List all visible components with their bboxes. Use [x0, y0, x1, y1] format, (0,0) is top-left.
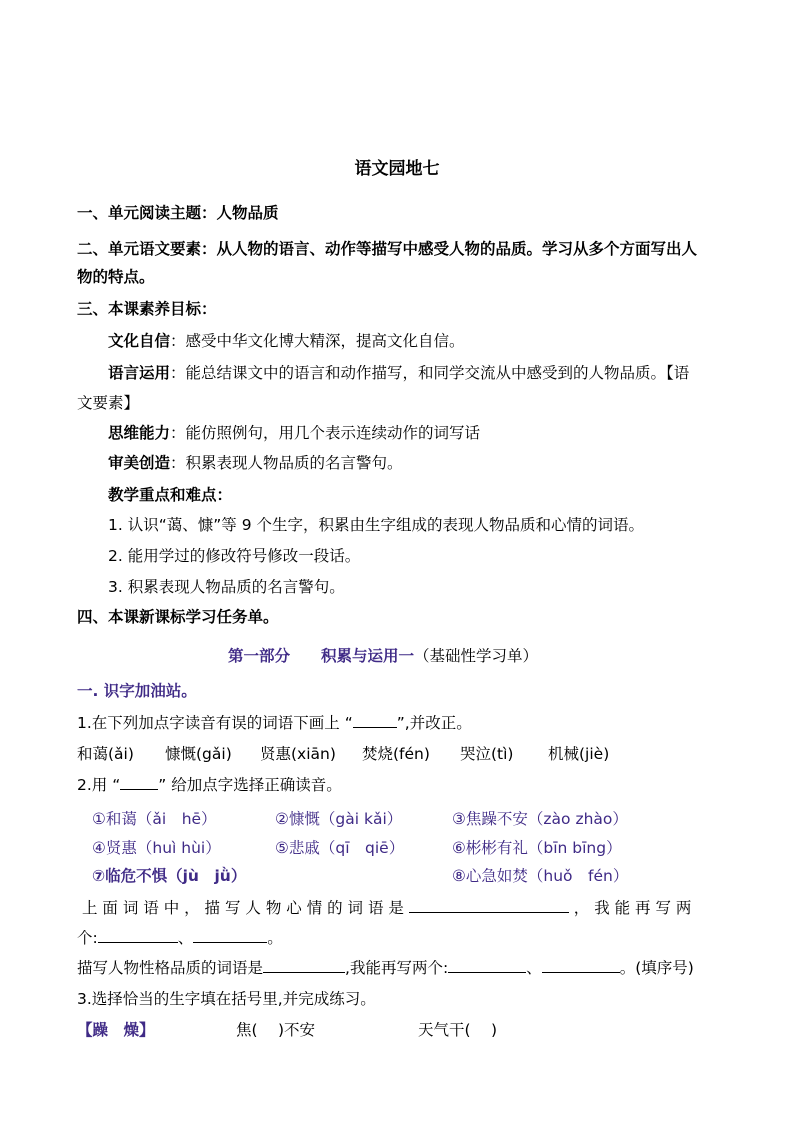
q2-item-3: ③焦躁不安（zào zhào）: [452, 810, 628, 828]
q2-item-6: ⑥彬彬有礼（bīn bīng）: [452, 839, 622, 857]
section-4-heading: 四、本课新课标学习任务单。: [77, 608, 279, 626]
goal-culture-text: ：感受中华文化博大精深，提高文化自信。: [170, 332, 465, 350]
q1-word-1: 和蔼(ǎi): [77, 745, 134, 763]
q2-mood-extra-blank-1[interactable]: [98, 927, 178, 943]
q1-word-2: 慷慨(gǎi): [165, 745, 232, 763]
goal-language-text: ：能总结课文中的语言和动作描写，和同学交流从中感受到的人物品质。【语: [170, 364, 690, 382]
q2-blank[interactable]: [120, 774, 158, 790]
q2-item-1: ①和蔼（ǎi hē）: [92, 810, 217, 828]
q1-blank[interactable]: [353, 712, 397, 728]
part-1-title: 第一部分 积累与运用一: [228, 647, 415, 665]
q2-item-5: ⑤悲戚（qī qiē）: [275, 839, 405, 857]
q1-word-6: 机械(jiè): [548, 745, 610, 763]
part-1-note: （基础性学习单）: [414, 647, 539, 665]
goal-aesthetic-text: ：积累表现人物品质的名言警句。: [170, 454, 403, 472]
q3-item-1: 焦( )不安: [236, 1021, 316, 1039]
goal-thinking-text: ：能仿照例句，用几个表示连续动作的词写话: [170, 424, 481, 442]
goal-language: [108, 362, 689, 384]
goal-culture-label: 文化自信: [108, 332, 171, 350]
q2-item-7: ⑦临危不惧（jù jǜ）: [92, 867, 247, 885]
q2-fill-1-end: ， 我 能 再 写 两: [573, 899, 692, 917]
goal-language-cont: 文要素】: [77, 394, 140, 412]
q2-trait-extra-blank-1[interactable]: [448, 957, 526, 973]
q1-word-3: 贤惠(xiān): [260, 745, 336, 763]
q2-item-2: ②慷慨（gài kǎi）: [275, 810, 403, 828]
q1-prompt: [77, 712, 472, 734]
q2-fill-3: [77, 957, 694, 979]
focus-item-3: 3. 积累表现人物品质的名言警句。: [108, 578, 345, 596]
q1-word-4: 焚烧(fén): [362, 745, 430, 763]
q2-mood-extra-blank-2[interactable]: [193, 927, 267, 943]
q2-fill-3-text: 描写人物性格品质的词语是: [77, 959, 264, 977]
q2-fill-1: [82, 897, 691, 919]
q2-fill-3-mid: ,我能再写两个:: [345, 959, 449, 977]
q3-bracket-chars: 【躁 燥】: [77, 1021, 155, 1039]
q2-prompt: [77, 774, 342, 796]
q2-trait-words-blank[interactable]: [263, 957, 345, 973]
q2-fill-1-text: 上 面 词 语 中 ， 描 写 人 物 心 情 的 词 语 是: [82, 899, 404, 917]
q1-word-5: 哭泣(tì): [460, 745, 514, 763]
q1-prompt-text: 1.在下列加点字读音有误的词语下画上 “: [77, 714, 353, 732]
q2-item-4: ④贤惠（huì hùi）: [92, 839, 221, 857]
q3-item-2: 天气干( ): [418, 1021, 498, 1039]
section-1-value: 人物品质: [216, 204, 279, 222]
q2-fill-3-end: 。(填序号): [619, 959, 694, 977]
q2-mood-words-blank[interactable]: [409, 897, 569, 913]
goal-thinking: [108, 422, 480, 444]
goal-culture: [108, 330, 465, 352]
q3-prompt: 3.选择恰当的生字填在括号里,并完成练习。: [77, 990, 376, 1008]
section-2-line1: 二、单元语文要素：从人物的语言、动作等描写中感受人物的品质。学习从多个方面写出人: [77, 240, 698, 258]
section-1-label: 一、单元阅读主题：: [77, 204, 217, 222]
section-3-heading: 三、本课素养目标：: [77, 300, 217, 318]
goal-language-label: 语言运用: [108, 364, 171, 382]
q2-prompt-end: ” 给加点字选择正确读音。: [158, 776, 342, 794]
focus-heading: 教学重点和难点：: [108, 486, 233, 504]
goal-thinking-label: 思维能力: [108, 424, 171, 442]
section-2-line2: 物的特点。: [77, 268, 155, 286]
sub-1-heading: 一. 识字加油站。: [77, 682, 197, 700]
section-1: [77, 202, 279, 224]
goal-aesthetic-label: 审美创造: [108, 454, 171, 472]
q2-fill-2-sep: 、: [177, 929, 194, 947]
goal-aesthetic: [108, 452, 403, 474]
page-title: 语文园地七: [354, 159, 440, 179]
q2-fill-3-sep: 、: [526, 959, 542, 977]
q1-prompt-end: ”,并改正。: [396, 714, 472, 732]
q2-fill-2-text: 个:: [77, 929, 98, 947]
q2-item-8: ⑧心急如焚（huǒ fén）: [452, 867, 629, 885]
q2-prompt-text: 2.用 “: [77, 776, 121, 794]
q2-trait-extra-blank-2[interactable]: [542, 957, 620, 973]
focus-item-1: 1. 认识“蔼、慷”等 9 个生字，积累由生字组成的表现人物品质和心情的词语。: [108, 516, 644, 534]
part-1-heading: [228, 645, 538, 667]
q2-fill-2-end: 。: [267, 929, 283, 947]
q2-fill-2: [77, 927, 283, 949]
focus-item-2: 2. 能用学过的修改符号修改一段话。: [108, 547, 361, 565]
